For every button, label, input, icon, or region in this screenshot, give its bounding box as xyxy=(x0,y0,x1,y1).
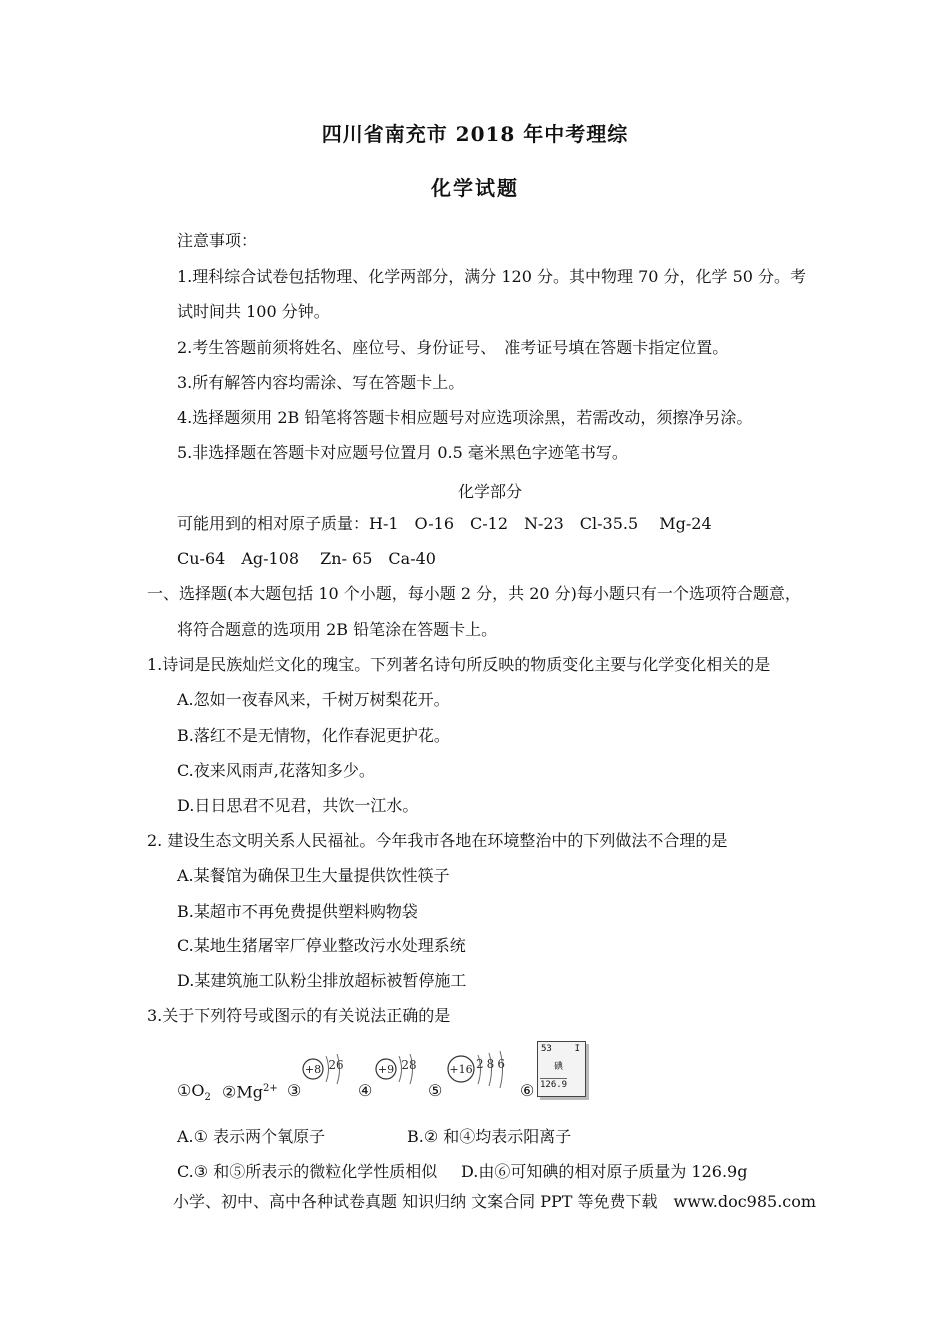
atom-4-shells: 28 xyxy=(401,1058,417,1072)
section-title: 化学部分 xyxy=(457,482,522,501)
question-1-option-b: B.落红不是无情物，化作春泥更护花。 xyxy=(177,726,450,745)
document-title: 四川省南充市 2018 年中考理综 xyxy=(321,122,629,146)
atom-3-shells: 26 xyxy=(328,1058,344,1072)
part-1-instructions-line-1: 一、选择题(本大题包括 10 个小题，每小题 2 分，共 20 分)每小题只有一个选项符合题意， xyxy=(147,584,801,603)
question-1-option-a: A.忽如一夜春风来，千树万树梨花开。 xyxy=(177,690,450,709)
notice-item-5: 5.非选择题在答题卡对应题号位置月 0.5 毫米黑色字迹笔书写。 xyxy=(177,443,628,462)
element-symbol: I xyxy=(574,1044,580,1054)
symbol-5-label: ⑤ xyxy=(428,1081,443,1100)
atom-3-nucleus: +8 xyxy=(304,1063,322,1076)
iodine-element-card xyxy=(537,1041,586,1097)
question-2-option-c: C.某地生猪屠宰厂停业整改污水处理系统 xyxy=(177,936,466,955)
atom-5-nucleus: +16 xyxy=(449,1063,473,1076)
symbol-2: $②Mg^{2+}$ xyxy=(222,1082,278,1102)
symbol-3-label: ③ xyxy=(287,1081,302,1100)
notice-item-2: 2.考生答题前须将姓名、座位号、身份证号、 准考证号填在答题卡指定位置。 xyxy=(177,338,729,357)
question-2-option-b: B.某超市不再免费提供塑料购物袋 xyxy=(177,902,418,921)
atomic-mass-line-2: Cu-64 Ag-108 Zn- 65 Ca-40 xyxy=(177,549,436,568)
atom-structure-diagram-3 xyxy=(300,1048,352,1088)
question-3-option-d: D.由⑥可知碘的相对原子质量为 126.9g xyxy=(461,1162,748,1181)
atom-structure-diagram-4 xyxy=(373,1048,425,1088)
question-1-stem: 1.诗词是民族灿烂文化的瑰宝。下列著名诗句所反映的物质变化主要与化学变化相关的是 xyxy=(147,655,771,674)
part-1-instructions-line-2: 将符合题意的选项用 2B 铅笔涂在答题卡上。 xyxy=(177,620,498,639)
question-2-option-a: A.某餐馆为确保卫生大量提供饮性筷子 xyxy=(177,866,450,885)
symbol-6-label: ⑥ xyxy=(520,1081,535,1100)
atom-5-shells: 286 xyxy=(476,1057,508,1071)
footer-text: 小学、初中、高中各种试卷真题 知识归纳 文案合同 PPT 等免费下载 www.doc985.com xyxy=(173,1192,817,1211)
element-name: 碘 xyxy=(554,1062,564,1072)
symbol-4-label: ④ xyxy=(358,1081,373,1100)
notice-item-4: 4.选择题须用 2B 铅笔将答题卡相应题号对应选项涂黑，若需改动，须擦净另涂。 xyxy=(177,408,753,427)
document-subtitle: 化学试题 xyxy=(431,176,519,200)
question-2-option-d: D.某建筑施工队粉尘排放超标被暂停施工 xyxy=(177,971,467,990)
notice-item-1-line-2: 试时间共 100 分钟。 xyxy=(177,302,330,321)
question-3-option-b: B.② 和④均表示阳离子 xyxy=(407,1127,572,1146)
question-1-option-d: D.日日思君不见君，共饮一江水。 xyxy=(177,796,419,815)
notice-item-3: 3.所有解答内容均需涂、写在答题卡上。 xyxy=(177,373,465,392)
atomic-mass-line-1: 可能用到的相对原子质量：H-1 O-16 C-12 N-23 Cl-35.5 Mg-24 xyxy=(177,514,712,533)
question-1-option-c: C.夜来风雨声,花落知多少。 xyxy=(177,761,375,780)
notice-item-1-line-1: 1.理科综合试卷包括物理、化学两部分，满分 120 分。其中物理 70 分，化学 50 分。考 xyxy=(177,267,807,286)
element-number: 53 xyxy=(541,1044,552,1054)
question-3-option-c: C.③ 和⑤所表示的微粒化学性质相似 xyxy=(177,1162,438,1181)
question-3-stem: 3.关于下列符号或图示的有关说法正确的是 xyxy=(147,1006,451,1025)
question-2-stem: 2. 建设生态文明关系人民福祉。今年我市各地在环境整治中的下列做法不合理的是 xyxy=(147,831,728,850)
atom-structure-diagram-5 xyxy=(444,1046,516,1090)
question-3-option-a: A.① 表示两个氧原子 xyxy=(177,1127,326,1146)
atom-4-nucleus: +9 xyxy=(377,1063,395,1076)
element-mass: 126.9 xyxy=(540,1080,568,1090)
notice-heading: 注意事项： xyxy=(177,231,258,250)
symbol-1: $①O_2$ xyxy=(177,1081,211,1104)
